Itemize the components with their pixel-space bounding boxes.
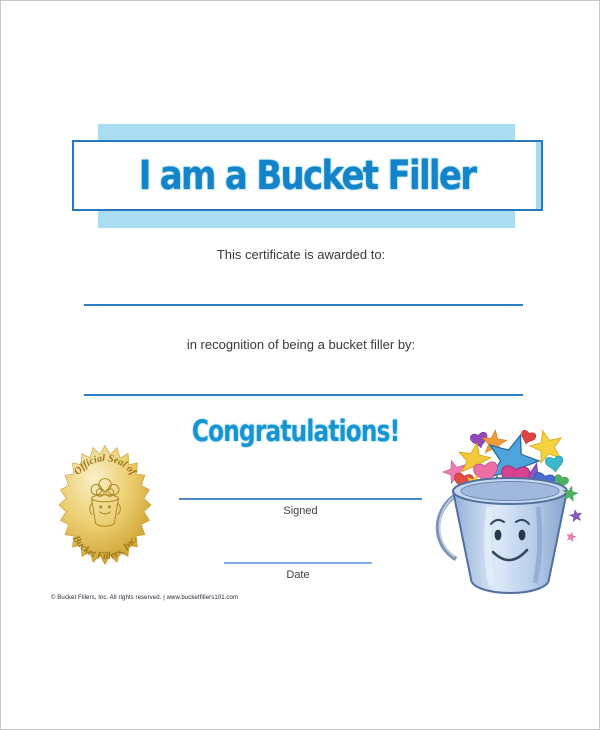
date-label: Date xyxy=(286,569,310,581)
certificate-title: I am a Bucket Filler xyxy=(139,152,476,199)
seal-bottom-text: Bucket Fillers, Inc. xyxy=(70,533,140,563)
recognition-line xyxy=(84,394,523,396)
awarded-to-label: This certificate is awarded to: xyxy=(216,247,386,262)
title-box xyxy=(72,140,543,211)
date-line xyxy=(224,562,372,564)
seal-top-text: Official Seal of xyxy=(72,453,139,478)
bucket-of-stars-illustration xyxy=(434,427,586,603)
signature-line xyxy=(179,498,422,500)
signed-label: Signed xyxy=(283,505,318,517)
official-seal-icon xyxy=(57,441,153,569)
bucket xyxy=(453,478,567,593)
awardee-name-line xyxy=(84,304,523,306)
recognition-label: in recognition of being a bucket filler by: xyxy=(186,337,416,352)
copyright-footer: © Bucket Fillers, Inc. All rights reserved. | www.bucketfillers101.com xyxy=(51,595,239,601)
congratulations-text: Congratulations! xyxy=(192,414,400,448)
